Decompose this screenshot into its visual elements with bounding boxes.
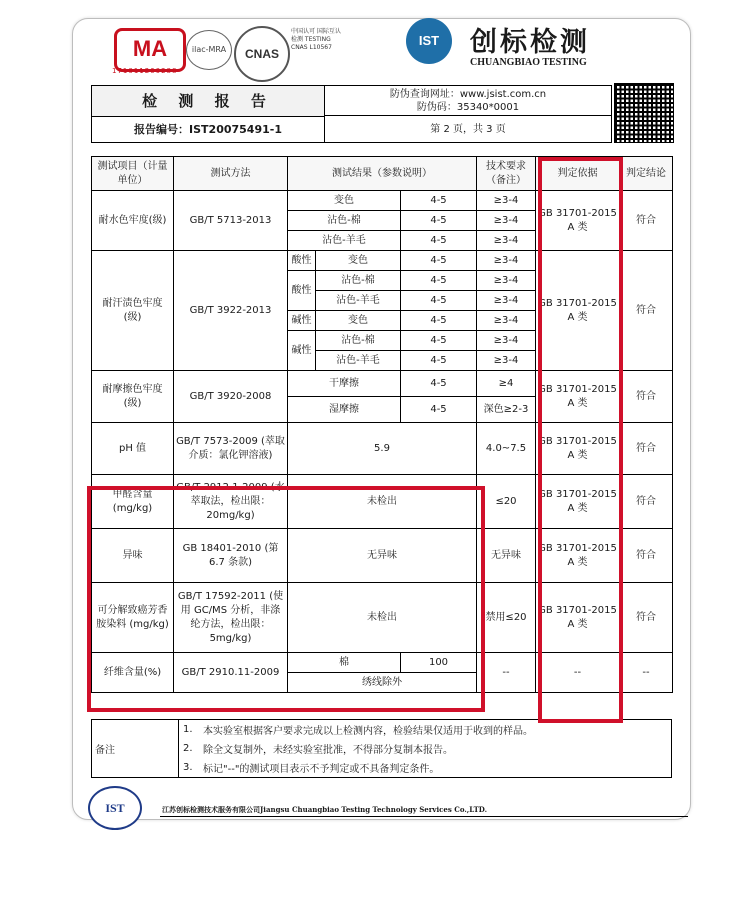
table-row [92, 475, 673, 529]
ist-logo: IST [406, 18, 452, 64]
anti-fake-url: 防伪查询网址：www.jsist.com.cn [389, 89, 547, 100]
col-requirement: 技术要求（备注） [477, 157, 536, 191]
method-cell: GB/T 2910.11-2009 [174, 653, 288, 693]
footer [88, 786, 688, 818]
table-row [92, 251, 673, 271]
item-cell: 甲醛含量 (mg/kg) [92, 475, 174, 529]
report-header [91, 85, 612, 143]
sub-label: 沾色-羊毛 [316, 351, 401, 371]
col-method: 测试方法 [174, 157, 288, 191]
anti-fake-code: 防伪码：35340*0001 [416, 102, 520, 113]
conclusion-cell: 符合 [620, 371, 673, 423]
basis-cell: GB 31701-2015 A 类 [536, 475, 620, 529]
req-cell: 4.0~7.5 [477, 423, 536, 475]
req-cell: 禁用≤20 [477, 583, 536, 653]
cnas-logo: CNAS [234, 26, 290, 82]
item-cell: 耐水色牢度(级) [92, 191, 174, 251]
sub-label: 棉 [288, 653, 401, 673]
conclusion-cell: 符合 [620, 529, 673, 583]
method-cell: GB/T 7573-2009 (萃取介质：氯化钾溶液) [174, 423, 288, 475]
method-cell: GB/T 3920-2008 [174, 371, 288, 423]
req-cell: ≥3-4 [477, 331, 536, 351]
note-num: 1. [179, 720, 203, 740]
conclusion-cell: 符合 [620, 423, 673, 475]
sub-label: 变色 [316, 251, 401, 271]
table-row [92, 653, 673, 673]
brand-name-en: CHUANGBIAO TESTING [470, 57, 587, 68]
sub-label: 变色 [316, 311, 401, 331]
value-cell: 4-5 [401, 371, 477, 397]
req-cell: -- [477, 653, 536, 693]
anti-fake-info [325, 86, 611, 116]
qr-code-icon [614, 83, 674, 143]
conclusion-cell: 符合 [620, 475, 673, 529]
note-cell: 绣线除外 [288, 673, 477, 693]
cnas-text: 中国认可 国际互认 检测 TESTING CNAS L10567 [291, 28, 341, 51]
value-cell: 4-5 [401, 211, 477, 231]
results-table [91, 156, 673, 693]
table-header-row [92, 157, 673, 191]
value-cell: 4-5 [401, 291, 477, 311]
basis-cell: GB 31701-2015 A 类 [536, 583, 620, 653]
value-cell: 100 [401, 653, 477, 673]
ilac-mra-logo: ilac-MRA [186, 30, 232, 70]
req-cell: ≥3-4 [477, 271, 536, 291]
value-cell: 4-5 [401, 351, 477, 371]
sub-label: 沾色-棉 [288, 211, 401, 231]
table-row [92, 583, 673, 653]
report-title: 检 测 报 告 [92, 86, 325, 117]
method-cell: GB/T 17592-2011 (使用 GC/MS 分析，非涤纶方法，检出限：5mg/kg) [174, 583, 288, 653]
method-cell: GB 18401-2010 (第 6.7 条款) [174, 529, 288, 583]
value-cell: 4-5 [401, 231, 477, 251]
value-cell: 未检出 [288, 583, 477, 653]
value-cell: 4-5 [401, 331, 477, 351]
conclusion-cell: 符合 [620, 191, 673, 251]
value-cell: 4-5 [401, 311, 477, 331]
footer-divider [160, 816, 688, 817]
req-cell: 无异味 [477, 529, 536, 583]
req-cell: ≥3-4 [477, 351, 536, 371]
cma-number: 171011260288 [112, 67, 178, 75]
conclusion-cell: 符合 [620, 251, 673, 371]
item-cell: 可分解致癌芳香胺染料 (mg/kg) [92, 583, 174, 653]
value-cell: 4-5 [401, 251, 477, 271]
item-cell: 纤维含量(%) [92, 653, 174, 693]
basis-cell: GB 31701-2015 A 类 [536, 423, 620, 475]
method-cell: GB/T 5713-2013 [174, 191, 288, 251]
sub-label: 沾色-羊毛 [288, 231, 401, 251]
company-name: 江苏创标检测技术服务有限公司Jiangsu Chuangbiao Testing Technology Services Co.,LTD. [162, 805, 488, 814]
sub-label: 沾色-棉 [316, 271, 401, 291]
col-item: 测试项目（计量单位） [92, 157, 174, 191]
cma-logo: MA [114, 28, 186, 72]
table-row [92, 191, 673, 211]
table-row [92, 423, 673, 475]
req-cell: ≥3-4 [477, 211, 536, 231]
brand-name-cn: 创标检测 [470, 27, 590, 58]
sub-label: 沾色-羊毛 [316, 291, 401, 311]
basis-cell: GB 31701-2015 A 类 [536, 371, 620, 423]
col-result: 测试结果（参数说明） [288, 157, 477, 191]
sub-label: 干摩擦 [288, 371, 401, 397]
req-cell: ≥3-4 [477, 191, 536, 211]
req-cell: ≥3-4 [477, 311, 536, 331]
note-text: 除全文复制外，未经实验室批准，不得部分复制本报告。 [202, 739, 672, 758]
page-indicator: 第 2 页，共 3 页 [430, 124, 506, 135]
sub-label: 变色 [288, 191, 401, 211]
req-cell: ≤20 [477, 475, 536, 529]
conclusion-cell: -- [620, 653, 673, 693]
value-cell: 5.9 [288, 423, 477, 475]
acid-label: 酸性 [288, 271, 316, 311]
conclusion-cell: 符合 [620, 583, 673, 653]
notes-table [91, 719, 672, 778]
sub-label: 湿摩擦 [288, 397, 401, 423]
value-cell: 4-5 [401, 397, 477, 423]
table-row [92, 529, 673, 583]
basis-cell: GB 31701-2015 A 类 [536, 251, 620, 371]
req-cell: ≥3-4 [477, 231, 536, 251]
col-basis: 判定依据 [536, 157, 620, 191]
value-cell: 未检出 [288, 475, 477, 529]
basis-cell: -- [536, 653, 620, 693]
report-number: 报告编号：IST20075491-1 [92, 117, 325, 142]
method-cell: GB/T 2912.1-2009 (水萃取法，检出限：20mg/kg) [174, 475, 288, 529]
note-num: 2. [183, 743, 193, 754]
item-cell: pH 值 [92, 423, 174, 475]
item-cell: 异味 [92, 529, 174, 583]
basis-cell: GB 31701-2015 A 类 [536, 529, 620, 583]
value-cell: 无异味 [288, 529, 477, 583]
note-text: 标记"--"的测试项目表示不予判定或不具备判定条件。 [202, 758, 672, 778]
acid-label: 酸性 [288, 251, 316, 271]
col-conclusion: 判定结论 [620, 157, 673, 191]
sub-label: 沾色-棉 [316, 331, 401, 351]
item-cell: 耐摩擦色牢度(级) [92, 371, 174, 423]
alkali-label: 碱性 [288, 311, 316, 331]
item-cell: 耐汗渍色牢度(级) [92, 251, 174, 371]
ist-seal-icon: IST [88, 786, 142, 830]
note-num: 3. [179, 758, 203, 778]
value-cell: 4-5 [401, 191, 477, 211]
note-text: 本实验室根据客户要求完成以上检测内容，检验结果仅适用于收到的样品。 [202, 720, 672, 740]
notes-label: 备注 [92, 720, 179, 778]
method-cell: GB/T 3922-2013 [174, 251, 288, 371]
req-cell: ≥4 [477, 371, 536, 397]
req-cell: 深色≥2-3 [477, 397, 536, 423]
req-cell: ≥3-4 [477, 251, 536, 271]
value-cell: 4-5 [401, 271, 477, 291]
req-cell: ≥3-4 [477, 291, 536, 311]
alkali-label: 碱性 [288, 331, 316, 371]
table-row [92, 371, 673, 397]
basis-cell: GB 31701-2015 A 类 [536, 191, 620, 251]
